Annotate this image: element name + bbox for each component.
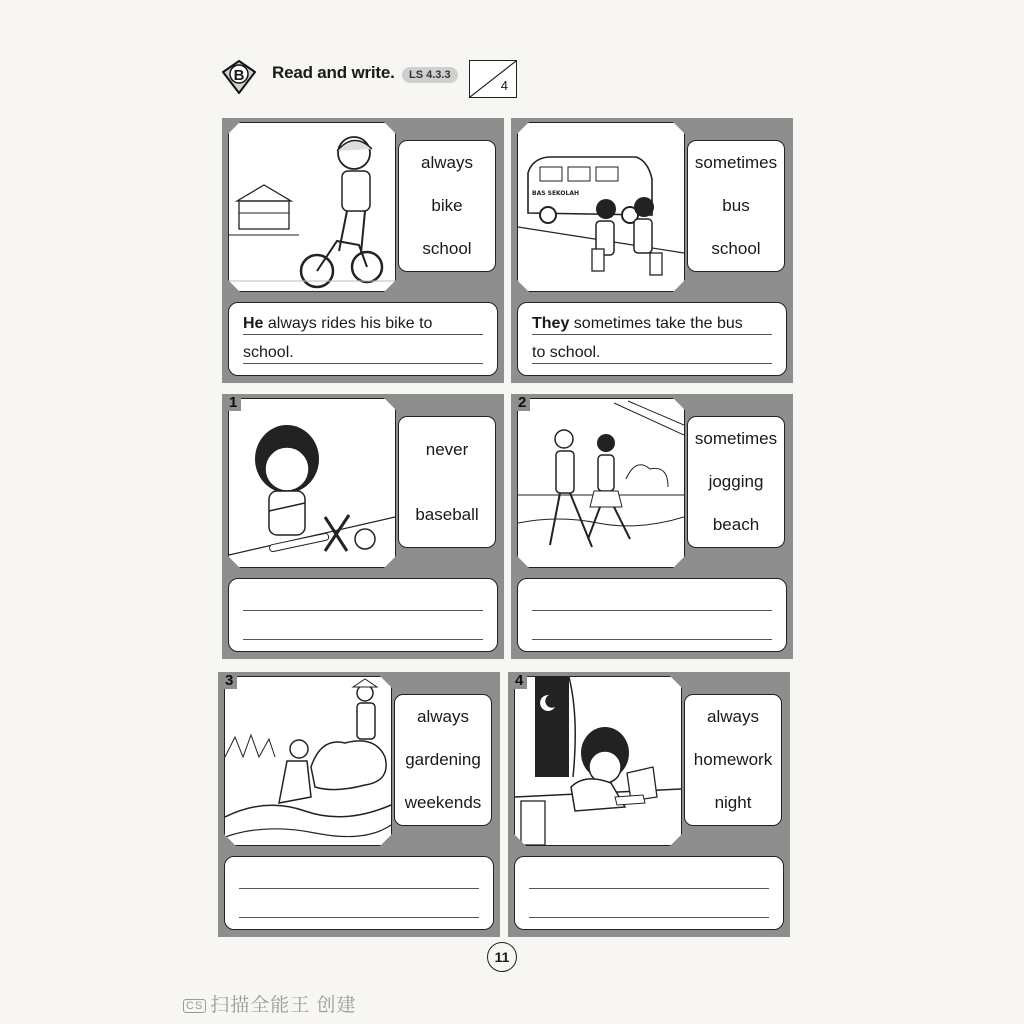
word-box	[398, 140, 496, 272]
answer-rest: always rides his bike to	[263, 315, 433, 332]
answer-box[interactable]	[517, 302, 787, 376]
question-panel-2	[511, 394, 793, 659]
word-3: beach	[712, 515, 760, 535]
word-3: night	[714, 793, 752, 813]
writing-line-2[interactable]	[243, 639, 483, 640]
section-badge	[222, 60, 256, 94]
question-panel-1	[222, 394, 504, 659]
score-total: 4	[500, 78, 508, 93]
watermark-badge: CS	[183, 999, 206, 1013]
writing-line-2[interactable]	[239, 917, 479, 918]
people-jogging-icon	[518, 399, 684, 567]
writing-line-2[interactable]	[532, 639, 772, 640]
word-2: jogging	[708, 471, 764, 491]
skill-code-badge: LS 4.3.3	[402, 67, 458, 83]
writing-line-1	[243, 334, 483, 335]
word-box	[687, 140, 785, 272]
question-panel-4	[508, 672, 790, 937]
bus-sign-text: BAS SEKOLAH	[532, 190, 580, 197]
answer-subject: He	[243, 315, 264, 332]
question-number: 1	[225, 394, 241, 411]
question-panel-3	[218, 672, 500, 937]
answer-box[interactable]	[228, 578, 498, 652]
answer-line-1-text	[532, 315, 743, 333]
question-number: 2	[514, 394, 530, 411]
exercise-header	[222, 56, 542, 100]
picture-children-bus	[517, 122, 685, 292]
watermark-text: 扫描全能王 创建	[210, 995, 357, 1016]
word-box	[684, 694, 782, 826]
writing-line-2	[243, 363, 483, 364]
writing-line-1	[532, 334, 772, 335]
picture-jogging-beach	[517, 398, 685, 568]
people-gardening-icon	[225, 677, 391, 845]
question-number: 3	[221, 672, 237, 689]
example-panel-bike	[222, 118, 504, 383]
picture-boy-cycling	[228, 122, 396, 292]
word-box	[687, 416, 785, 548]
answer-subject: They	[532, 315, 570, 332]
question-number: 4	[511, 672, 527, 689]
answer-box[interactable]	[514, 856, 784, 930]
score-box[interactable]	[469, 60, 517, 98]
school-bus-icon	[518, 123, 684, 291]
word-1: always	[417, 706, 469, 726]
word-box	[398, 416, 496, 548]
answer-line-2-text: school.	[243, 344, 294, 361]
exercise-title: Read and write.	[272, 63, 395, 82]
picture-gardening	[224, 676, 392, 846]
word-2: baseball	[415, 504, 479, 524]
answer-rest: sometimes take the bus	[569, 315, 743, 332]
word-2: bus	[722, 195, 750, 215]
boy-on-bike-icon	[229, 123, 395, 291]
answer-box[interactable]	[228, 302, 498, 376]
example-panel-bus	[511, 118, 793, 383]
answer-line-2-text: to school.	[532, 344, 601, 361]
answer-box[interactable]	[517, 578, 787, 652]
writing-line-1[interactable]	[239, 888, 479, 889]
answer-box[interactable]	[224, 856, 494, 930]
word-1: always	[421, 152, 473, 172]
child-doing-homework-icon	[515, 677, 681, 845]
word-1: sometimes	[694, 152, 778, 172]
word-2: gardening	[405, 749, 481, 769]
word-2: homework	[693, 749, 773, 769]
word-1: sometimes	[694, 428, 778, 448]
picture-girl-baseball	[228, 398, 396, 568]
word-3: school	[422, 239, 472, 259]
writing-line-1[interactable]	[243, 610, 483, 611]
picture-homework-night	[514, 676, 682, 846]
word-3: school	[711, 239, 761, 259]
girl-refusing-baseball-icon	[229, 399, 395, 567]
writing-line-2	[532, 363, 772, 364]
diagonal-slash-icon	[470, 61, 516, 97]
page-number: 11	[487, 942, 517, 972]
answer-line-1-text	[243, 315, 432, 333]
writing-line-1[interactable]	[529, 888, 769, 889]
word-1: never	[425, 439, 469, 459]
word-3: weekends	[404, 793, 482, 813]
word-2: bike	[431, 195, 463, 215]
section-letter: B	[233, 67, 245, 84]
writing-line-1[interactable]	[532, 610, 772, 611]
writing-line-2[interactable]	[529, 917, 769, 918]
word-box	[394, 694, 492, 826]
word-1: always	[707, 706, 759, 726]
scanner-watermark	[183, 990, 357, 1017]
